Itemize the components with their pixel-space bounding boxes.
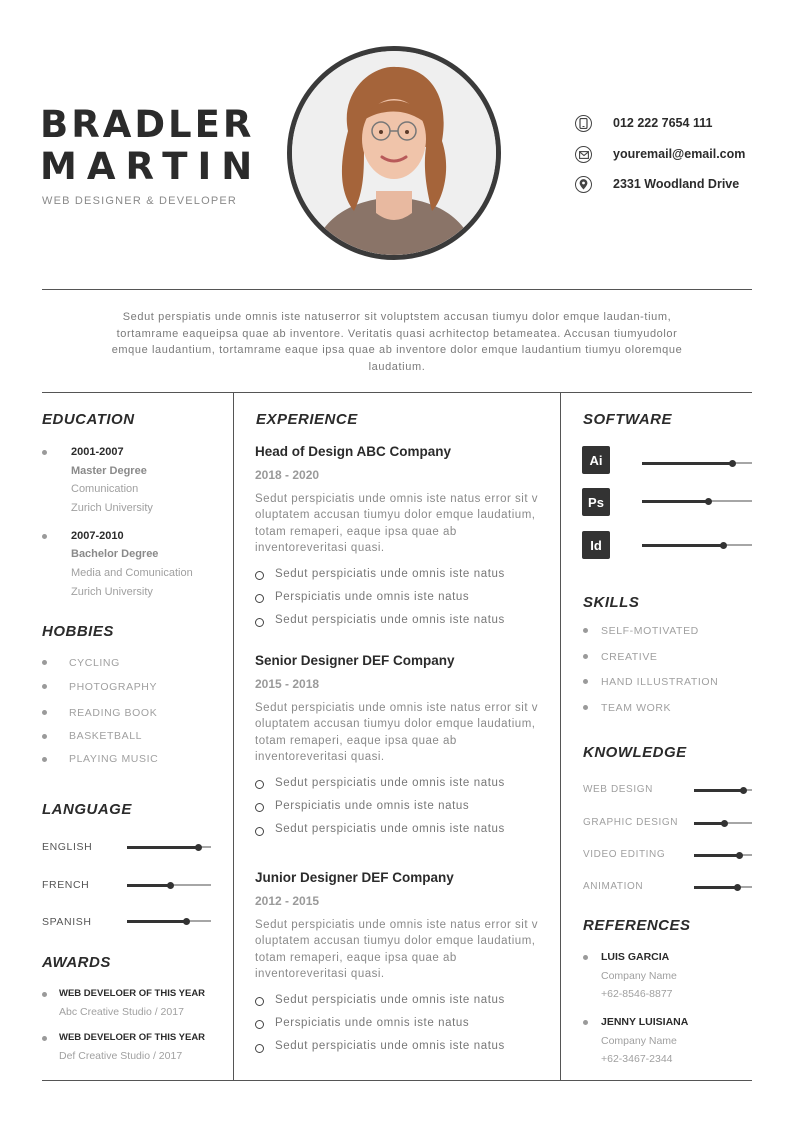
education-school: Zurich University bbox=[71, 502, 153, 514]
footer-divider bbox=[42, 1080, 752, 1081]
email-text[interactable]: youremail@email.com bbox=[613, 147, 746, 161]
education-field: Comunication bbox=[71, 483, 139, 495]
hobbies-title: HOBBIES bbox=[42, 623, 114, 640]
profile-photo bbox=[287, 46, 501, 260]
job-bullet-text: Sedut perspiciatis unde omnis iste natus bbox=[275, 994, 505, 1006]
level-fill bbox=[127, 920, 187, 923]
skill-label: TEAM WORK bbox=[601, 702, 672, 714]
level-knob bbox=[729, 460, 736, 467]
level-knob bbox=[195, 844, 202, 851]
award-name: WEB DEVELOER OF THIS YEAR bbox=[59, 1032, 206, 1043]
hobby-bullet bbox=[42, 660, 47, 665]
software-level-bar bbox=[642, 500, 752, 502]
job-title: Senior Designer DEF Company bbox=[255, 653, 455, 668]
education-degree: Master Degree bbox=[71, 465, 147, 477]
hobby-bullet bbox=[42, 684, 47, 689]
knowledge-level-bar bbox=[694, 789, 752, 791]
skill-bullet bbox=[583, 628, 588, 633]
job-bullet-ring bbox=[255, 780, 264, 789]
hobby-label: PHOTOGRAPHY bbox=[69, 681, 158, 693]
job-bullet-text: Sedut perspiciatis unde omnis iste natus bbox=[275, 823, 505, 835]
skill-bullet bbox=[583, 679, 588, 684]
knowledge-name: ANIMATION bbox=[583, 881, 644, 892]
candidate-name bbox=[40, 104, 262, 188]
reference-phone: +62-8546-8877 bbox=[601, 988, 673, 1000]
level-fill bbox=[127, 884, 171, 887]
level-knob bbox=[705, 498, 712, 505]
job-bullet-ring bbox=[255, 827, 264, 836]
level-fill bbox=[694, 822, 725, 825]
job-bullet-text: Perspiciatis unde omnis iste natus bbox=[275, 1017, 470, 1029]
job-bullet-ring bbox=[255, 1020, 264, 1029]
reference-bullet bbox=[583, 1020, 588, 1025]
level-knob bbox=[167, 882, 174, 889]
knowledge-name: WEB DESIGN bbox=[583, 784, 653, 795]
award-detail: Def Creative Studio / 2017 bbox=[59, 1050, 183, 1062]
portrait-illustration bbox=[292, 51, 496, 255]
hobby-bullet bbox=[42, 734, 47, 739]
experience-title: EXPERIENCE bbox=[256, 411, 358, 428]
skills-title: SKILLS bbox=[583, 594, 640, 611]
education-years: 2001-2007 bbox=[71, 446, 124, 458]
award-bullet bbox=[42, 1036, 47, 1041]
award-name: WEB DEVELOER OF THIS YEAR bbox=[59, 988, 206, 999]
level-fill bbox=[127, 846, 198, 849]
education-field: Media and Comunication bbox=[71, 567, 193, 579]
phone-icon bbox=[575, 115, 592, 132]
language-name: SPANISH bbox=[42, 916, 92, 928]
job-bullet-ring bbox=[255, 594, 264, 603]
skill-label: HAND ILLUSTRATION bbox=[601, 676, 719, 688]
reference-name: LUIS GARCIA bbox=[601, 951, 670, 963]
job-bullet-text: Perspiciatis unde omnis iste natus bbox=[275, 800, 470, 812]
job-bullet-text: Sedut perspiciatis unde omnis iste natus bbox=[275, 614, 505, 626]
hobby-label: READING BOOK bbox=[69, 707, 158, 719]
awards-title: AWARDS bbox=[42, 954, 111, 971]
references-title: REFERENCES bbox=[583, 917, 691, 934]
level-knob bbox=[734, 884, 741, 891]
column-divider-left bbox=[233, 392, 234, 1081]
education-school: Zurich University bbox=[71, 586, 153, 598]
hobby-label: CYCLING bbox=[69, 657, 120, 669]
job-description: Sedut perspiciatis unde omnis iste natus error sit v oluptatem accusan tiumyu dolor emque laudatium, totam remaperi, eaque ipsa quae ab inventoreveritasi quasi. bbox=[255, 493, 538, 554]
job-bullet-ring bbox=[255, 1044, 264, 1053]
illustrator-icon: Ai bbox=[582, 446, 610, 474]
education-bullet bbox=[42, 450, 47, 455]
column-divider-right bbox=[560, 392, 561, 1081]
reference-company: Company Name bbox=[601, 1035, 677, 1047]
summary-divider bbox=[42, 392, 752, 393]
job-bullet-text: Sedut perspiciatis unde omnis iste natus bbox=[275, 777, 505, 789]
level-fill bbox=[642, 500, 708, 503]
level-knob bbox=[740, 787, 747, 794]
level-knob bbox=[720, 542, 727, 549]
location-pin-icon bbox=[575, 176, 592, 193]
level-knob bbox=[183, 918, 190, 925]
language-name: ENGLISH bbox=[42, 841, 93, 853]
job-bullet-text: Perspiciatis unde omnis iste natus bbox=[275, 591, 470, 603]
skill-label: SELF-MOTIVATED bbox=[601, 625, 699, 637]
job-bullet-ring bbox=[255, 618, 264, 627]
job-years: 2012 - 2015 bbox=[255, 894, 320, 908]
knowledge-title: KNOWLEDGE bbox=[583, 744, 687, 761]
job-role: WEB DESIGNER & DEVELOPER bbox=[42, 195, 238, 207]
reference-company: Company Name bbox=[601, 970, 677, 982]
level-fill bbox=[642, 462, 732, 465]
language-level-bar bbox=[127, 846, 211, 848]
education-bullet bbox=[42, 534, 47, 539]
level-fill bbox=[694, 886, 738, 889]
skill-bullet bbox=[583, 654, 588, 659]
job-years: 2015 - 2018 bbox=[255, 677, 320, 691]
education-title: EDUCATION bbox=[42, 411, 135, 428]
job-bullet-ring bbox=[255, 803, 264, 812]
knowledge-level-bar bbox=[694, 854, 752, 856]
job-bullet-ring bbox=[255, 997, 264, 1006]
education-years: 2007-2010 bbox=[71, 530, 124, 542]
level-fill bbox=[642, 544, 723, 547]
language-title: LANGUAGE bbox=[42, 801, 132, 818]
software-level-bar bbox=[642, 544, 752, 546]
reference-name: JENNY LUISIANA bbox=[601, 1016, 689, 1028]
hobby-bullet bbox=[42, 757, 47, 762]
reference-phone: +62-3467-2344 bbox=[601, 1053, 673, 1065]
last-name: MARTIN bbox=[40, 145, 263, 188]
level-fill bbox=[694, 789, 743, 792]
first-name: BRADLER bbox=[40, 103, 255, 146]
profile-summary: Sedut perspiatis unde omnis iste natuserror sit voluptstem accusan tiumyu dolor emque laudan-tium, tortamrame eaqueipsa quae ab inventore. Veritatis quasi acrhitectop betameatea. Accusan tiumyudolor emque laudantium, tortamrame eaque ipsa quae ab inventore dolor emque laudantium tiumyu oloremque laudatium. bbox=[111, 311, 683, 373]
knowledge-level-bar bbox=[694, 822, 752, 824]
skill-bullet bbox=[583, 705, 588, 710]
job-bullet-text: Sedut perspiciatis unde omnis iste natus bbox=[275, 1040, 505, 1052]
knowledge-name: VIDEO EDITING bbox=[583, 849, 666, 860]
job-description: Sedut perspiciatis unde omnis iste natus error sit v oluptatem accusan tiumyu dolor emque laudatium, totam remaperi, eaque ipsa quae ab inventoreveritasi quasi. bbox=[255, 702, 538, 763]
photoshop-icon: Ps bbox=[582, 488, 610, 516]
header-divider bbox=[42, 289, 752, 290]
language-name: FRENCH bbox=[42, 879, 90, 891]
mail-icon bbox=[575, 146, 592, 163]
knowledge-name: GRAPHIC DESIGN bbox=[583, 817, 679, 828]
software-title: SOFTWARE bbox=[583, 411, 672, 428]
language-level-bar bbox=[127, 884, 211, 886]
phone-text: 012 222 7654 111 bbox=[613, 116, 713, 130]
level-fill bbox=[694, 854, 740, 857]
education-degree: Bachelor Degree bbox=[71, 548, 159, 560]
job-years: 2018 - 2020 bbox=[255, 468, 320, 482]
indesign-icon: Id bbox=[582, 531, 610, 559]
job-description: Sedut perspiciatis unde omnis iste natus error sit v oluptatem accusan tiumyu dolor emque laudatium, totam remaperi, eaque ipsa quae ab inventoreveritasi quasi. bbox=[255, 919, 538, 980]
hobby-label: BASKETBALL bbox=[69, 730, 143, 742]
reference-bullet bbox=[583, 955, 588, 960]
skill-label: CREATIVE bbox=[601, 651, 658, 663]
level-knob bbox=[721, 820, 728, 827]
job-bullet-text: Sedut perspiciatis unde omnis iste natus bbox=[275, 568, 505, 580]
award-bullet bbox=[42, 992, 47, 997]
hobby-bullet bbox=[42, 710, 47, 715]
knowledge-level-bar bbox=[694, 886, 752, 888]
hobby-label: PLAYING MUSIC bbox=[69, 753, 159, 765]
job-title: Junior Designer DEF Company bbox=[255, 870, 454, 885]
job-title: Head of Design ABC Company bbox=[255, 444, 452, 459]
software-level-bar bbox=[642, 462, 752, 464]
level-knob bbox=[736, 852, 743, 859]
job-bullet-ring bbox=[255, 571, 264, 580]
address-text: 2331 Woodland Drive bbox=[613, 177, 740, 191]
award-detail: Abc Creative Studio / 2017 bbox=[59, 1006, 184, 1018]
language-level-bar bbox=[127, 920, 211, 922]
